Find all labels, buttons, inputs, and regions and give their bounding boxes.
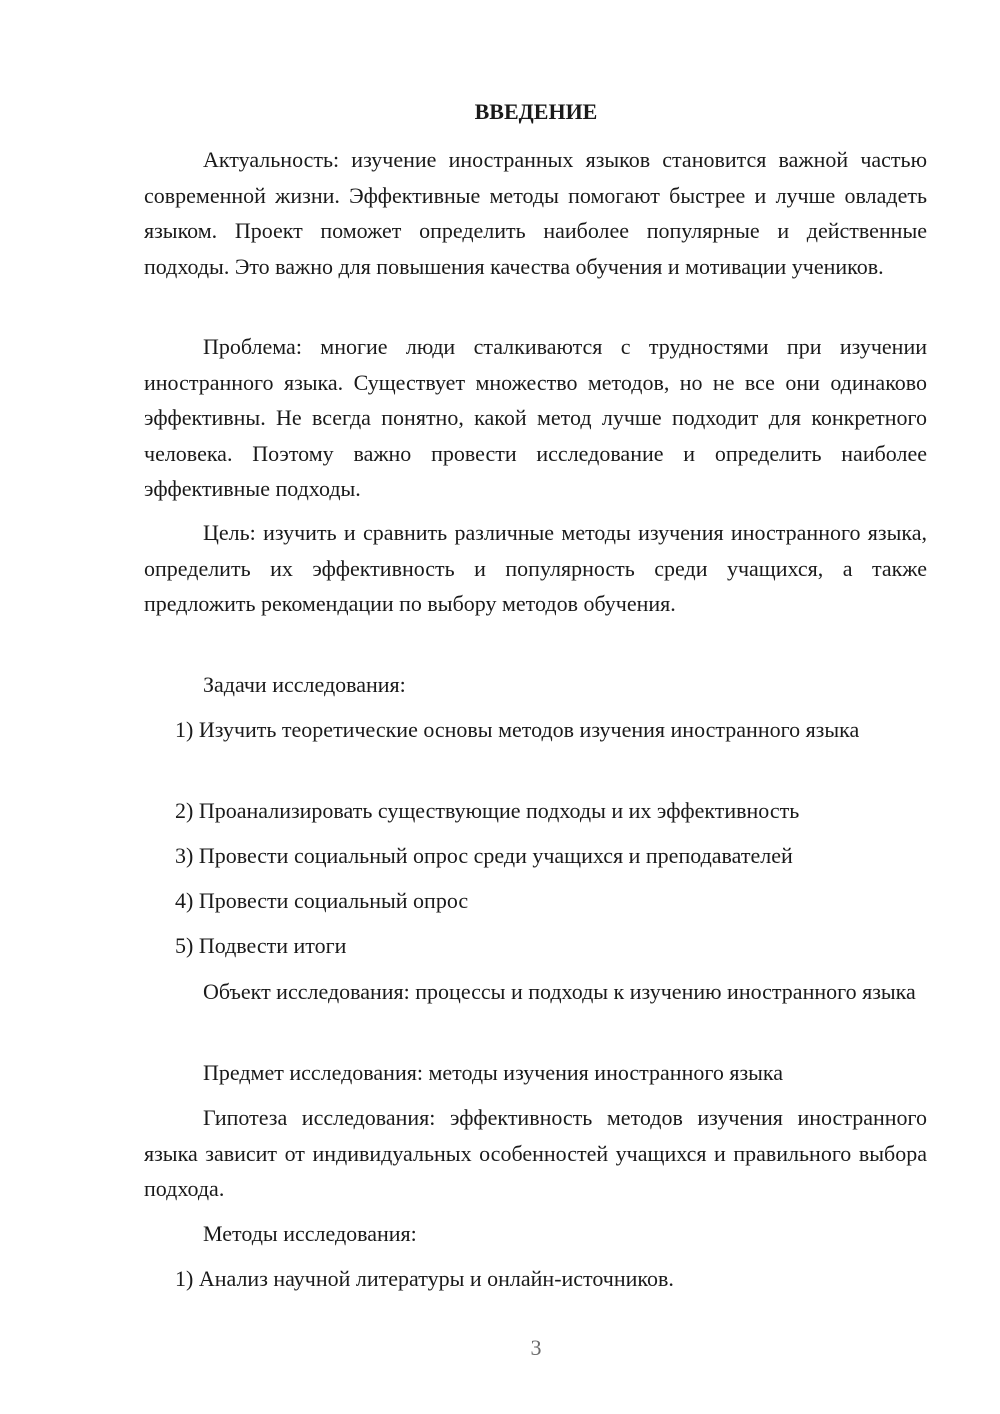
object-paragraph: Объект исследования: процессы и подходы к изучению иностранного языка: [203, 979, 916, 1004]
page-number: 3: [530, 1335, 542, 1360]
task-item-5-block: [144, 928, 927, 964]
task-item: 4) Провести социальный опрос: [175, 888, 469, 913]
task-item: 3) Провести социальный опрос среди учащихся и преподавателей: [175, 843, 793, 868]
tasks-heading-block: [144, 667, 927, 703]
methods-heading-block: [144, 1216, 927, 1252]
relevance-paragraph-block: [144, 142, 927, 284]
methods-heading: Методы исследования:: [203, 1221, 417, 1246]
object-paragraph-block: [144, 974, 927, 1010]
goal-paragraph-block: [144, 515, 927, 622]
method-item: 1) Анализ научной литературы и онлайн-источников.: [175, 1266, 674, 1291]
goal-paragraph: Цель: изучить и сравнить различные методы изучения иностранного языка, определить их эффективность и популярность среди учащихся, а также предложить рекомендации по выбору методов обучения.: [144, 520, 927, 616]
task-item-4-block: [144, 883, 927, 919]
method-item-1-block: [144, 1261, 927, 1297]
hypothesis-paragraph-block: [144, 1100, 927, 1207]
subject-paragraph: Предмет исследования: методы изучения иностранного языка: [203, 1060, 784, 1085]
task-item: 2) Проанализировать существующие подходы и их эффективность: [175, 798, 800, 823]
problem-paragraph-block: [144, 329, 927, 507]
task-item-1-block: [144, 712, 927, 748]
task-item-3-block: [144, 838, 927, 874]
hypothesis-paragraph: Гипотеза исследования: эффективность методов изучения иностранного языка зависит от индивидуальных особенностей учащихся и правильного выбора подхода.: [144, 1105, 927, 1201]
relevance-paragraph: Актуальность: изучение иностранных языков становится важной частью современной жизни. Эффективные методы помогают быстрее и лучше овладеть языком. Проект поможет определить наиболее популярные и действенные подходы. Это важно для повышения качества обучения и мотивации учеников.: [144, 147, 927, 279]
task-item: 5) Подвести итоги: [175, 933, 347, 958]
tasks-heading: Задачи исследования:: [203, 672, 406, 697]
task-item-2-block: [144, 793, 927, 829]
page-title: ВВЕДЕНИЕ: [474, 99, 598, 124]
subject-paragraph-block: [144, 1055, 927, 1091]
problem-paragraph: Проблема: многие люди сталкиваются с трудностями при изучении иностранного языка. Существует множество методов, но не все они одинаково эффективны. Не всегда понятно, какой метод лучше подходит для конкретного человека. Поэтому важно провести исследование и определить наиболее эффективные подходы.: [144, 334, 927, 501]
task-item: 1) Изучить теоретические основы методов изучения иностранного языка: [175, 717, 860, 742]
